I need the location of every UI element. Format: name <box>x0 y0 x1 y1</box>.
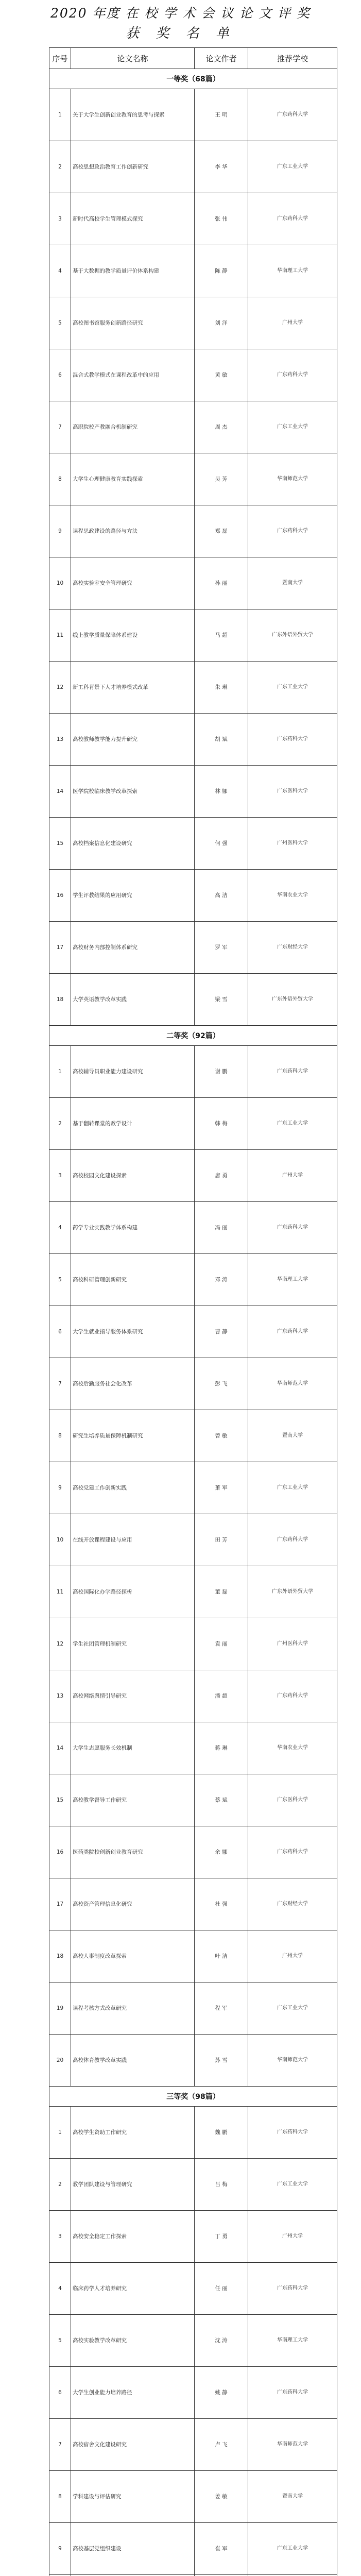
cell-author: 蔡 斌 <box>195 1774 248 1826</box>
table-row <box>49 141 337 193</box>
cell-author: 程 军 <box>195 1982 248 2035</box>
header-org: 推荐学校 <box>248 48 337 69</box>
cell-no: 5 <box>49 1254 71 1306</box>
cell-org: 广州大学 <box>248 297 337 349</box>
table-header-row <box>49 48 337 69</box>
cell-no: 16 <box>49 1826 71 1878</box>
cell-author: 冯 丽 <box>195 1202 248 1254</box>
cell-no: 5 <box>49 297 71 349</box>
cell-title: 高校财务内部控制体系研究 <box>71 922 195 974</box>
cell-title: 课程考核方式改革研究 <box>71 1982 195 2035</box>
table-row <box>49 2471 337 2523</box>
title-line-2: 获 奖 名 单 <box>126 26 235 41</box>
cell-title: 高校人事制度改革探索 <box>71 1930 195 1982</box>
table-row <box>49 1982 337 2035</box>
cell-title: 高校实验教学改革研究 <box>71 2315 195 2367</box>
cell-author: 董 磊 <box>195 1566 248 1618</box>
cell-title: 临床药学人才培养研究 <box>71 2263 195 2315</box>
cell-author: 王 明 <box>195 89 248 141</box>
cell-org: 华南师范大学 <box>248 1358 337 1410</box>
table-row <box>49 2315 337 2367</box>
table-row <box>49 766 337 818</box>
header-author: 论文作者 <box>195 48 248 69</box>
cell-no: 16 <box>49 870 71 922</box>
cell-author: 苏 雪 <box>195 2035 248 2087</box>
table-row <box>49 1878 337 1930</box>
cell-org: 暨南大学 <box>248 557 337 609</box>
cell-no: 1 <box>49 89 71 141</box>
cell-title: 教学团队建设与管理研究 <box>71 2159 195 2211</box>
cell-no: 7 <box>49 1358 71 1410</box>
table-row <box>49 818 337 870</box>
table-row <box>49 922 337 974</box>
table-row <box>49 2211 337 2263</box>
table-row <box>49 714 337 766</box>
cell-org: 广东财经大学 <box>248 922 337 974</box>
table-row <box>49 1410 337 1462</box>
cell-org: 广东药科大学 <box>248 1670 337 1722</box>
cell-author: 罗 军 <box>195 922 248 974</box>
cell-title: 课程思政建设的路径与方法 <box>71 505 195 557</box>
award-table-container <box>49 47 337 2576</box>
cell-no: 8 <box>49 453 71 505</box>
table-row <box>49 505 337 557</box>
cell-no: 9 <box>49 2523 71 2575</box>
cell-org: 广东药科大学 <box>248 505 337 557</box>
cell-title: 学科建设与评估研究 <box>71 2471 195 2523</box>
table-row <box>49 1306 337 1358</box>
cell-no: 15 <box>49 818 71 870</box>
cell-author: 梁 雪 <box>195 974 248 1026</box>
cell-author: 余 娜 <box>195 1826 248 1878</box>
cell-author: 孙 丽 <box>195 557 248 609</box>
cell-title: 高校基层党组织建设 <box>71 2523 195 2575</box>
table-row <box>49 453 337 505</box>
cell-org: 广东药科大学 <box>248 1306 337 1358</box>
table-row <box>49 2419 337 2471</box>
cell-no: 9 <box>49 1462 71 1514</box>
cell-title: 高校辅导员职业能力建设研究 <box>71 1046 195 1098</box>
cell-no: 2 <box>49 1098 71 1150</box>
cell-no: 14 <box>49 1722 71 1774</box>
cell-no: 6 <box>49 2367 71 2419</box>
table-row <box>49 557 337 609</box>
cell-author: 唐 勇 <box>195 1150 248 1202</box>
cell-org: 华南师范大学 <box>248 453 337 505</box>
cell-author: 马 超 <box>195 609 248 662</box>
cell-no: 13 <box>49 714 71 766</box>
table-row <box>49 2263 337 2315</box>
cell-author: 吴 芳 <box>195 453 248 505</box>
cell-title: 学生评教结果的应用研究 <box>71 870 195 922</box>
cell-no: 15 <box>49 1774 71 1826</box>
table-row <box>49 870 337 922</box>
cell-org: 广东药科大学 <box>248 193 337 245</box>
cell-org: 广州医科大学 <box>248 1618 337 1670</box>
cell-org: 广东药科大学 <box>248 2263 337 2315</box>
cell-org: 广东工业大学 <box>248 1982 337 2035</box>
cell-author: 高 洁 <box>195 870 248 922</box>
cell-title: 大学生志愿服务长效机制 <box>71 1722 195 1774</box>
table-row <box>49 1462 337 1514</box>
cell-no: 4 <box>49 245 71 297</box>
cell-title: 高校后勤服务社会化改革 <box>71 1358 195 1410</box>
cell-no: 12 <box>49 662 71 714</box>
cell-no: 3 <box>49 193 71 245</box>
table-row <box>49 1150 337 1202</box>
cell-author: 姚 静 <box>195 2367 248 2419</box>
cell-org: 广州医科大学 <box>248 818 337 870</box>
cell-author: 周 杰 <box>195 401 248 453</box>
table-row <box>49 1254 337 1306</box>
cell-org: 广东药科大学 <box>248 2107 337 2159</box>
cell-org: 广东药科大学 <box>248 714 337 766</box>
cell-author: 谢 鹏 <box>195 1046 248 1098</box>
cell-author: 张 伟 <box>195 193 248 245</box>
table-row <box>49 2523 337 2575</box>
section-label: 二等奖（92篇） <box>49 1026 337 1046</box>
cell-no: 10 <box>49 557 71 609</box>
cell-title: 高校资产管理信息化研究 <box>71 1878 195 1930</box>
cell-org: 华南农业大学 <box>248 1722 337 1774</box>
cell-org: 广东工业大学 <box>248 141 337 193</box>
cell-title: 高校体育教学改革实践 <box>71 2035 195 2087</box>
cell-no: 14 <box>49 766 71 818</box>
cell-title: 高校教学督导工作研究 <box>71 1774 195 1826</box>
cell-title: 高校网络舆情引导研究 <box>71 1670 195 1722</box>
cell-title: 新时代高校学生管理模式探究 <box>71 193 195 245</box>
cell-no: 1 <box>49 1046 71 1098</box>
cell-author: 潘 超 <box>195 1670 248 1722</box>
cell-title: 混合式教学模式在课程改革中的应用 <box>71 349 195 401</box>
cell-no: 13 <box>49 1670 71 1722</box>
cell-no: 1 <box>49 2107 71 2159</box>
cell-no: 18 <box>49 974 71 1026</box>
cell-author: 蒋 琳 <box>195 1722 248 1774</box>
cell-org: 广东药科大学 <box>248 1826 337 1878</box>
cell-no: 7 <box>49 401 71 453</box>
cell-no: 3 <box>49 1150 71 1202</box>
cell-author: 田 芳 <box>195 1514 248 1566</box>
cell-title: 大学英语教学改革实践 <box>71 974 195 1026</box>
cell-no: 8 <box>49 1410 71 1462</box>
cell-org: 广州大学 <box>248 1150 337 1202</box>
cell-author: 吕 梅 <box>195 2159 248 2211</box>
cell-org: 广东药科大学 <box>248 1202 337 1254</box>
section-header-row <box>49 69 337 89</box>
cell-org: 华南理工大学 <box>248 2315 337 2367</box>
cell-no: 5 <box>49 2315 71 2367</box>
cell-org: 广东工业大学 <box>248 2159 337 2211</box>
cell-org: 广东医科大学 <box>248 1774 337 1826</box>
cell-title: 高校实验室安全管理研究 <box>71 557 195 609</box>
table-row <box>49 1046 337 1098</box>
cell-title: 医药类院校创新创业教育研究 <box>71 1826 195 1878</box>
cell-author: 黄 敏 <box>195 349 248 401</box>
table-row <box>49 1930 337 1982</box>
table-row <box>49 1566 337 1618</box>
table-row <box>49 245 337 297</box>
award-table <box>49 47 337 2576</box>
cell-org: 广东工业大学 <box>248 401 337 453</box>
cell-org: 广东药科大学 <box>248 2367 337 2419</box>
cell-title: 大学生就业指导服务体系研究 <box>71 1306 195 1358</box>
cell-no: 6 <box>49 1306 71 1358</box>
cell-author: 何 强 <box>195 818 248 870</box>
cell-no: 4 <box>49 1202 71 1254</box>
cell-author: 叶 洁 <box>195 1930 248 1982</box>
cell-title: 高校思想政治教育工作创新研究 <box>71 141 195 193</box>
cell-org: 华南理工大学 <box>248 1254 337 1306</box>
cell-title: 基于翻转课堂的教学设计 <box>71 1098 195 1150</box>
header-title: 论文名称 <box>71 48 195 69</box>
cell-no: 11 <box>49 609 71 662</box>
cell-no: 2 <box>49 2159 71 2211</box>
table-row <box>49 2035 337 2087</box>
cell-org: 广东药科大学 <box>248 1514 337 1566</box>
cell-title: 高校科研管理创新研究 <box>71 1254 195 1306</box>
cell-no: 20 <box>49 2035 71 2087</box>
cell-org: 广州大学 <box>248 1930 337 1982</box>
cell-no: 8 <box>49 2471 71 2523</box>
table-row <box>49 1358 337 1410</box>
table-row <box>49 193 337 245</box>
cell-author: 沈 涛 <box>195 2315 248 2367</box>
header-no: 序号 <box>49 48 71 69</box>
cell-title: 在线开放课程建设与应用 <box>71 1514 195 1566</box>
cell-author: 丁 勇 <box>195 2211 248 2263</box>
cell-no: 12 <box>49 1618 71 1670</box>
cell-author: 姜 敏 <box>195 2471 248 2523</box>
cell-title: 新工科背景下人才培养模式改革 <box>71 662 195 714</box>
cell-author: 陈 静 <box>195 245 248 297</box>
cell-org: 华南师范大学 <box>248 2419 337 2471</box>
cell-org: 广州大学 <box>248 2211 337 2263</box>
table-row <box>49 974 337 1026</box>
table-row <box>49 89 337 141</box>
table-row <box>49 1202 337 1254</box>
cell-no: 6 <box>49 349 71 401</box>
cell-no: 9 <box>49 505 71 557</box>
cell-author: 林 娜 <box>195 766 248 818</box>
cell-org: 暨南大学 <box>248 1410 337 1462</box>
cell-org: 广东药科大学 <box>248 349 337 401</box>
cell-title: 大学生心理健康教育实践探索 <box>71 453 195 505</box>
cell-no: 3 <box>49 2211 71 2263</box>
cell-author: 朱 琳 <box>195 662 248 714</box>
cell-title: 高校党建工作创新实践 <box>71 1462 195 1514</box>
table-row <box>49 349 337 401</box>
cell-org: 广东外语外贸大学 <box>248 974 337 1026</box>
cell-title: 关于大学生创新创业教育的思考与探索 <box>71 89 195 141</box>
cell-title: 高校教师教学能力提升研究 <box>71 714 195 766</box>
table-row <box>49 2107 337 2159</box>
cell-title: 研究生培养质量保障机制研究 <box>71 1410 195 1462</box>
cell-no: 4 <box>49 2263 71 2315</box>
cell-title: 高职院校产教融合机制研究 <box>71 401 195 453</box>
table-row <box>49 1826 337 1878</box>
cell-author: 卢 飞 <box>195 2419 248 2471</box>
table-row <box>49 609 337 662</box>
cell-author: 李 华 <box>195 141 248 193</box>
cell-org: 广东外语外贸大学 <box>248 609 337 662</box>
cell-no: 7 <box>49 2419 71 2471</box>
cell-title: 基于大数据的教学质量评价体系构建 <box>71 245 195 297</box>
cell-org: 广东工业大学 <box>248 1462 337 1514</box>
table-row <box>49 1670 337 1722</box>
cell-author: 彭 飞 <box>195 1358 248 1410</box>
cell-org: 广东工业大学 <box>248 1098 337 1150</box>
cell-no: 18 <box>49 1930 71 1982</box>
cell-author: 邓 涛 <box>195 1254 248 1306</box>
cell-org: 广东药科大学 <box>248 1046 337 1098</box>
cell-org: 广东药科大学 <box>248 89 337 141</box>
cell-author: 崔 军 <box>195 2523 248 2575</box>
section-header-row <box>49 2087 337 2107</box>
cell-title: 学生社团管理机制研究 <box>71 1618 195 1670</box>
cell-no: 17 <box>49 1878 71 1930</box>
cell-title: 大学生创业能力培养路径 <box>71 2367 195 2419</box>
cell-no: 10 <box>49 1514 71 1566</box>
cell-title: 高校安全稳定工作探索 <box>71 2211 195 2263</box>
cell-author: 郑 磊 <box>195 505 248 557</box>
section-header-row <box>49 1026 337 1046</box>
cell-author: 胡 斌 <box>195 714 248 766</box>
cell-author: 刘 洋 <box>195 297 248 349</box>
cell-org: 广东工业大学 <box>248 2523 337 2575</box>
cell-org: 广东工业大学 <box>248 662 337 714</box>
table-row <box>49 1618 337 1670</box>
cell-author: 魏 鹏 <box>195 2107 248 2159</box>
cell-org: 广东医科大学 <box>248 766 337 818</box>
cell-author: 韩 梅 <box>195 1098 248 1150</box>
cell-title: 高校档案信息化建设研究 <box>71 818 195 870</box>
cell-title: 高校国际化办学路径探析 <box>71 1566 195 1618</box>
cell-title: 高校宿舍文化建设研究 <box>71 2419 195 2471</box>
cell-org: 华南师范大学 <box>248 2035 337 2087</box>
cell-org: 暨南大学 <box>248 2471 337 2523</box>
cell-title: 医学院校临床教学改革探索 <box>71 766 195 818</box>
section-label: 一等奖（68篇） <box>49 69 337 89</box>
cell-author: 曾 敏 <box>195 1410 248 1462</box>
cell-author: 任 丽 <box>195 2263 248 2315</box>
cell-no: 11 <box>49 1566 71 1618</box>
cell-title: 药学专业实践教学体系构建 <box>71 1202 195 1254</box>
table-row <box>49 297 337 349</box>
cell-org: 广东外语外贸大学 <box>248 1566 337 1618</box>
table-row <box>49 401 337 453</box>
table-row <box>49 1098 337 1150</box>
table-row <box>49 2367 337 2419</box>
table-row <box>49 1722 337 1774</box>
cell-author: 杜 强 <box>195 1878 248 1930</box>
cell-no: 17 <box>49 922 71 974</box>
cell-title: 高校校园文化建设探索 <box>71 1150 195 1202</box>
cell-author: 萧 军 <box>195 1462 248 1514</box>
cell-author: 曹 静 <box>195 1306 248 1358</box>
cell-no: 19 <box>49 1982 71 2035</box>
table-body <box>49 69 337 2576</box>
cell-author: 袁 丽 <box>195 1618 248 1670</box>
cell-no: 2 <box>49 141 71 193</box>
cell-org: 华南农业大学 <box>248 870 337 922</box>
cell-org: 广东财经大学 <box>248 1878 337 1930</box>
section-label: 三等奖（98篇） <box>49 2087 337 2107</box>
cell-title: 高校学生资助工作研究 <box>71 2107 195 2159</box>
document-title <box>0 0 361 47</box>
table-row <box>49 662 337 714</box>
cell-title: 线上教学质量保障体系建设 <box>71 609 195 662</box>
table-row <box>49 1774 337 1826</box>
cell-title: 高校图书馆服务创新路径研究 <box>71 297 195 349</box>
title-line-1: 2020 年度 在 校 学 术 会 议 论 文 评 奖 <box>50 6 311 21</box>
table-row <box>49 2159 337 2211</box>
table-row <box>49 1514 337 1566</box>
cell-org: 华南理工大学 <box>248 245 337 297</box>
